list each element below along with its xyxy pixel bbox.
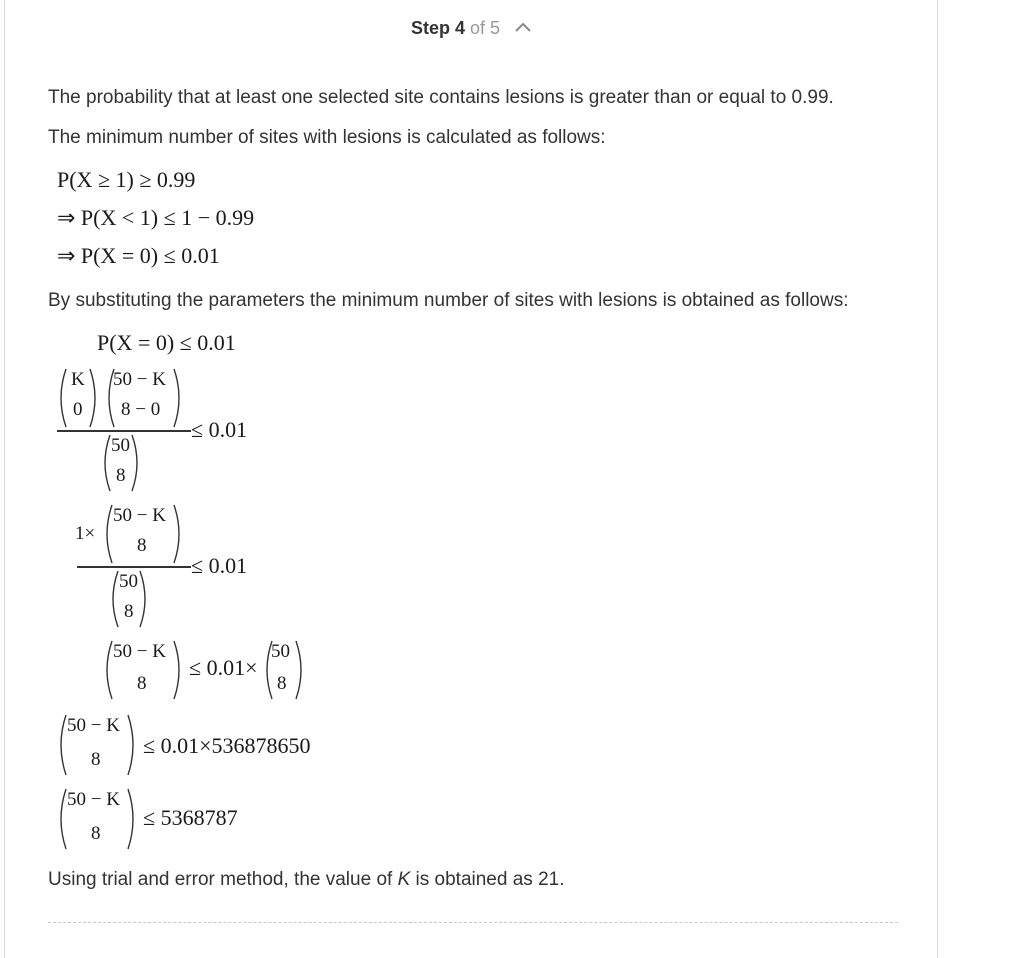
paren-right-icon <box>139 570 151 628</box>
equation-4: P(X = 0) ≤ 0.01 <box>97 330 236 355</box>
binom-bottom-8: 8 <box>91 749 101 770</box>
fraction-2-rhs: ≤ 0.01 <box>191 553 248 578</box>
line-4-rhs: ≤ 0.01×536878650 <box>143 733 311 758</box>
paren-left-icon <box>107 570 119 628</box>
paragraph-probability: The probability that at least one selected site contains lesions is greater than or equal to 0.99. <box>48 87 834 108</box>
binom-bottom-8: 8 <box>124 601 134 622</box>
paren-left-icon <box>101 504 113 564</box>
step-number: 4 <box>454 18 465 38</box>
equation-3: ⇒ P(X = 0) ≤ 0.01 <box>57 243 220 268</box>
paren-right-icon <box>89 368 101 428</box>
conclusion-suffix: is obtained as 21. <box>410 869 565 890</box>
paren-left-icon <box>101 640 113 700</box>
binom-top-k: K <box>71 369 85 390</box>
binom-bottom-8-0: 8 − 0 <box>121 399 161 420</box>
binom-bottom-8: 8 <box>277 673 287 694</box>
fraction-1-rhs: ≤ 0.01 <box>191 417 248 442</box>
paren-right-icon <box>295 640 307 700</box>
paren-right-icon <box>173 640 185 700</box>
paragraph-conclusion <box>48 868 564 892</box>
paren-right-icon <box>173 504 185 564</box>
chevron-up-icon[interactable] <box>515 22 531 32</box>
binom-top-50: 50 <box>119 571 138 592</box>
binom-top-50-k: 50 − K <box>113 369 166 390</box>
step-header[interactable] <box>5 16 937 40</box>
paren-left-icon <box>55 368 67 428</box>
binom-top-50-k: 50 − K <box>67 789 120 810</box>
solution-card <box>4 0 938 958</box>
equation-1: P(X ≥ 1) ≥ 0.99 <box>57 167 196 192</box>
section-divider <box>48 922 898 923</box>
paren-left-icon <box>99 434 111 492</box>
paren-left-icon <box>55 788 67 850</box>
binom-top-50-k: 50 − K <box>113 641 166 662</box>
binom-top-50-k: 50 − K <box>67 715 120 736</box>
paragraph-substituting: By substituting the parameters the minimum number of sites with lesions is obtained as follows: <box>48 290 849 311</box>
step-total: of 5 <box>470 18 501 38</box>
paren-left-icon <box>55 714 67 776</box>
conclusion-prefix: Using trial and error method, the value of <box>48 869 398 890</box>
paren-right-icon <box>173 368 185 428</box>
paren-right-icon <box>131 434 143 492</box>
paragraph-minimum: The minimum number of sites with lesions is calculated as follows: <box>48 127 606 148</box>
line-3-mid: ≤ 0.01× <box>189 655 258 680</box>
line-5-rhs: ≤ 5368787 <box>143 805 238 830</box>
binom-bottom-8: 8 <box>116 465 126 486</box>
fraction-2-prefix: 1× <box>75 523 96 544</box>
step-label: Step <box>410 18 450 38</box>
binom-bottom-8: 8 <box>137 535 147 556</box>
binom-bottom-8: 8 <box>91 823 101 844</box>
binom-bottom-0: 0 <box>73 399 83 420</box>
paren-right-icon <box>127 714 139 776</box>
binom-top-50: 50 <box>111 435 130 456</box>
binom-top-50-k: 50 − K <box>113 505 166 526</box>
conclusion-variable: K <box>397 869 411 890</box>
equation-2: ⇒ P(X < 1) ≤ 1 − 0.99 <box>57 205 255 230</box>
paren-right-icon <box>127 788 139 850</box>
binom-bottom-8: 8 <box>137 673 147 694</box>
binom-top-50: 50 <box>271 641 290 662</box>
